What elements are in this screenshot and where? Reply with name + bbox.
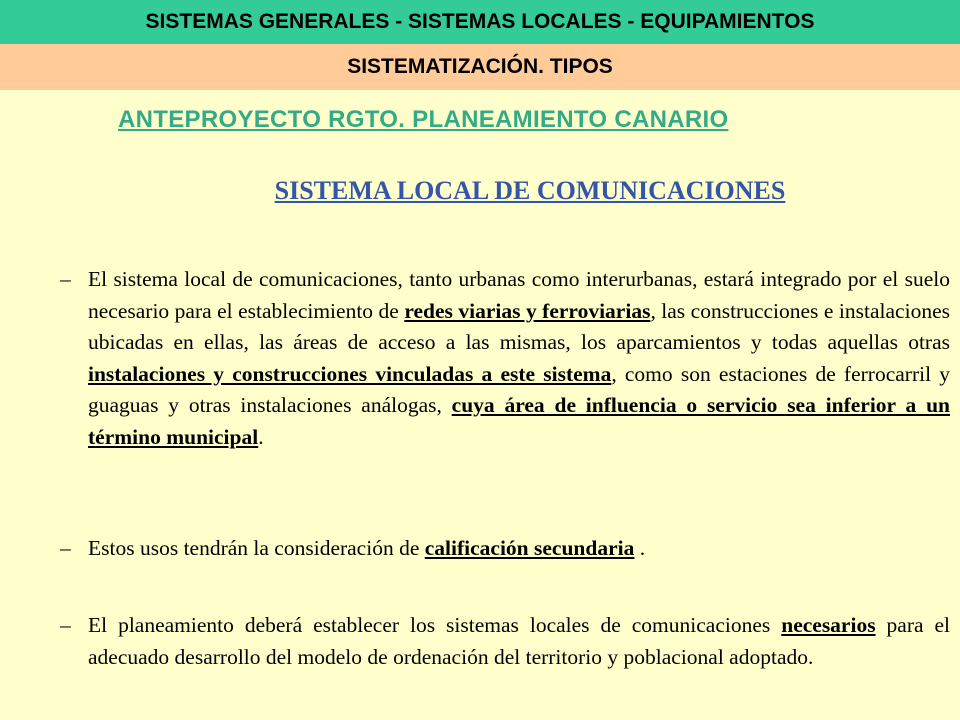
paragraph-text: El sistema local de comunicaciones, tanto urbanas como interurbanas, estará integrado por el suelo necesario para el establecimiento de — [88, 267, 950, 323]
subtitle-bar — [0, 44, 960, 90]
highlighted-text: necesarios — [781, 613, 876, 637]
paragraph-text: El planeamiento deberá establecer los sistemas locales de comunicaciones — [88, 613, 782, 637]
section-heading: ANTEPROYECTO RGTO. PLANEAMIENTO CANARIO — [118, 106, 729, 133]
title-bar — [0, 0, 960, 44]
bullet-marker: – — [60, 267, 71, 291]
paragraph-text: , como son estaciones de ferrocarril y guaguas y otras instalaciones análogas, — [88, 361, 950, 417]
subsection-heading: SISTEMA LOCAL DE COMUNICACIONES — [274, 176, 786, 205]
page-subtitle: SISTEMATIZACIÓN. TIPOS — [347, 55, 613, 78]
paragraph-text: , las construcciones e instalaciones ubicadas en ellas, las áreas de acceso a las mismas, los aparcamientos y todas aquellas otras — [88, 298, 950, 354]
paragraph-text: Estos usos tendrán la consideración de — [88, 536, 425, 560]
bullet-marker: – — [60, 613, 71, 637]
highlighted-text: calificación secundaria — [424, 536, 635, 560]
paragraph-2 — [88, 533, 950, 565]
highlighted-text: redes viarias y ferroviarias — [404, 298, 651, 323]
paragraph-3 — [88, 610, 950, 673]
paragraph-text: . — [634, 536, 646, 560]
highlighted-text: cuya área de influencia o servicio sea inferior a un término municipal — [88, 393, 950, 449]
paragraph-text: para el adecuado desarrollo del modelo de ordenación del territorio y poblacional adoptado. — [88, 613, 951, 669]
bullet-marker: – — [60, 536, 71, 560]
paragraph-1 — [88, 264, 950, 453]
paragraph-text: . — [258, 424, 264, 449]
page-title: SISTEMAS GENERALES - SISTEMAS LOCALES - EQUIPAMIENTOS — [145, 10, 815, 33]
highlighted-text: instalaciones y construcciones vinculadas a este sistema — [88, 361, 612, 386]
